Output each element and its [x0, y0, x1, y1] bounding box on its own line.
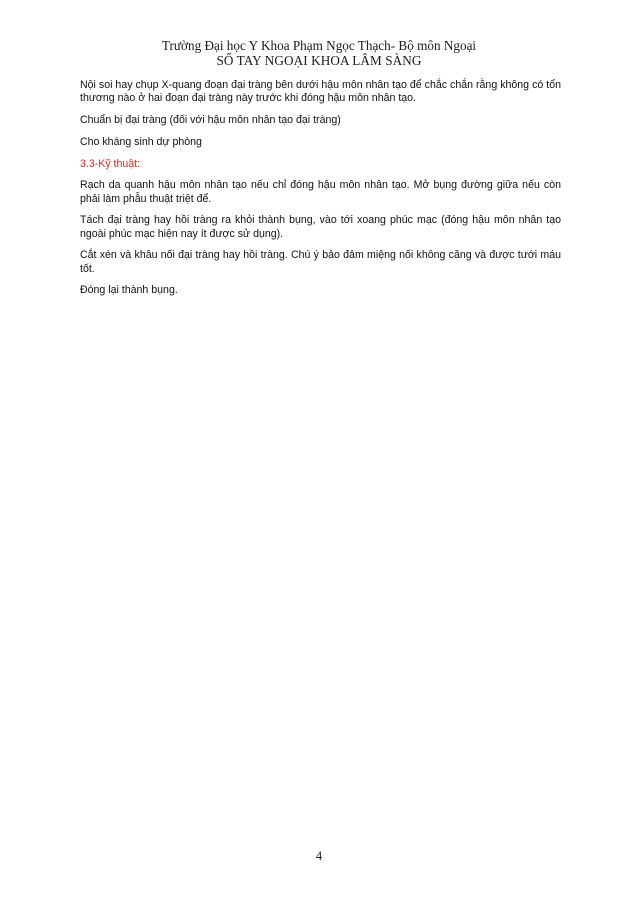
paragraph-closure: Đóng lại thành bụng.	[80, 284, 178, 297]
section-heading-technique: 3.3-Kỹ thuật:	[80, 157, 141, 170]
page-number: 4	[315, 849, 323, 863]
paragraph-bowel-prep: Chuẩn bị đại tràng (đối với hậu môn nhân tạo đại tràng)	[80, 114, 341, 126]
paragraph-incision: Rạch da quanh hậu môn nhân tạo nếu chỉ đóng hậu môn nhân tạo. Mở bụng đường giữa nếu còn phải làm phẫu thuật triệt để.	[80, 179, 561, 205]
paragraph-endoscopy: Nội soi hay chụp X-quang đoạn đại tràng bên dưới hậu môn nhân tạo để chắc chắn rằng không có tổn thương nào ở hai đoạn đại tràng này trước khi đóng hậu môn nhân tạo.	[80, 79, 561, 105]
page-header	[0, 38, 638, 68]
paragraph-anastomosis: Cắt xén và khâu nối đại tràng hay hồi tràng. Chú ý bảo đảm miệng nối không căng và được tưới máu tốt.	[80, 249, 561, 275]
paragraph-antibiotics: Cho kháng sinh dự phòng	[80, 135, 202, 148]
header-book-title: SỔ TAY NGOẠI KHOA LÂM SÀNG	[216, 53, 422, 68]
header-institution: Trường Đại học Y Khoa Phạm Ngọc Thạch- Bộ môn Ngoại	[161, 38, 477, 53]
page-body	[80, 79, 561, 306]
paragraph-separation: Tách đại tràng hay hồi tràng ra khỏi thành bụng, vào tới xoang phúc mạc (đóng hậu môn nhân tạo ngoài phúc mạc hiện nay ít được sử dụng).	[80, 214, 561, 240]
